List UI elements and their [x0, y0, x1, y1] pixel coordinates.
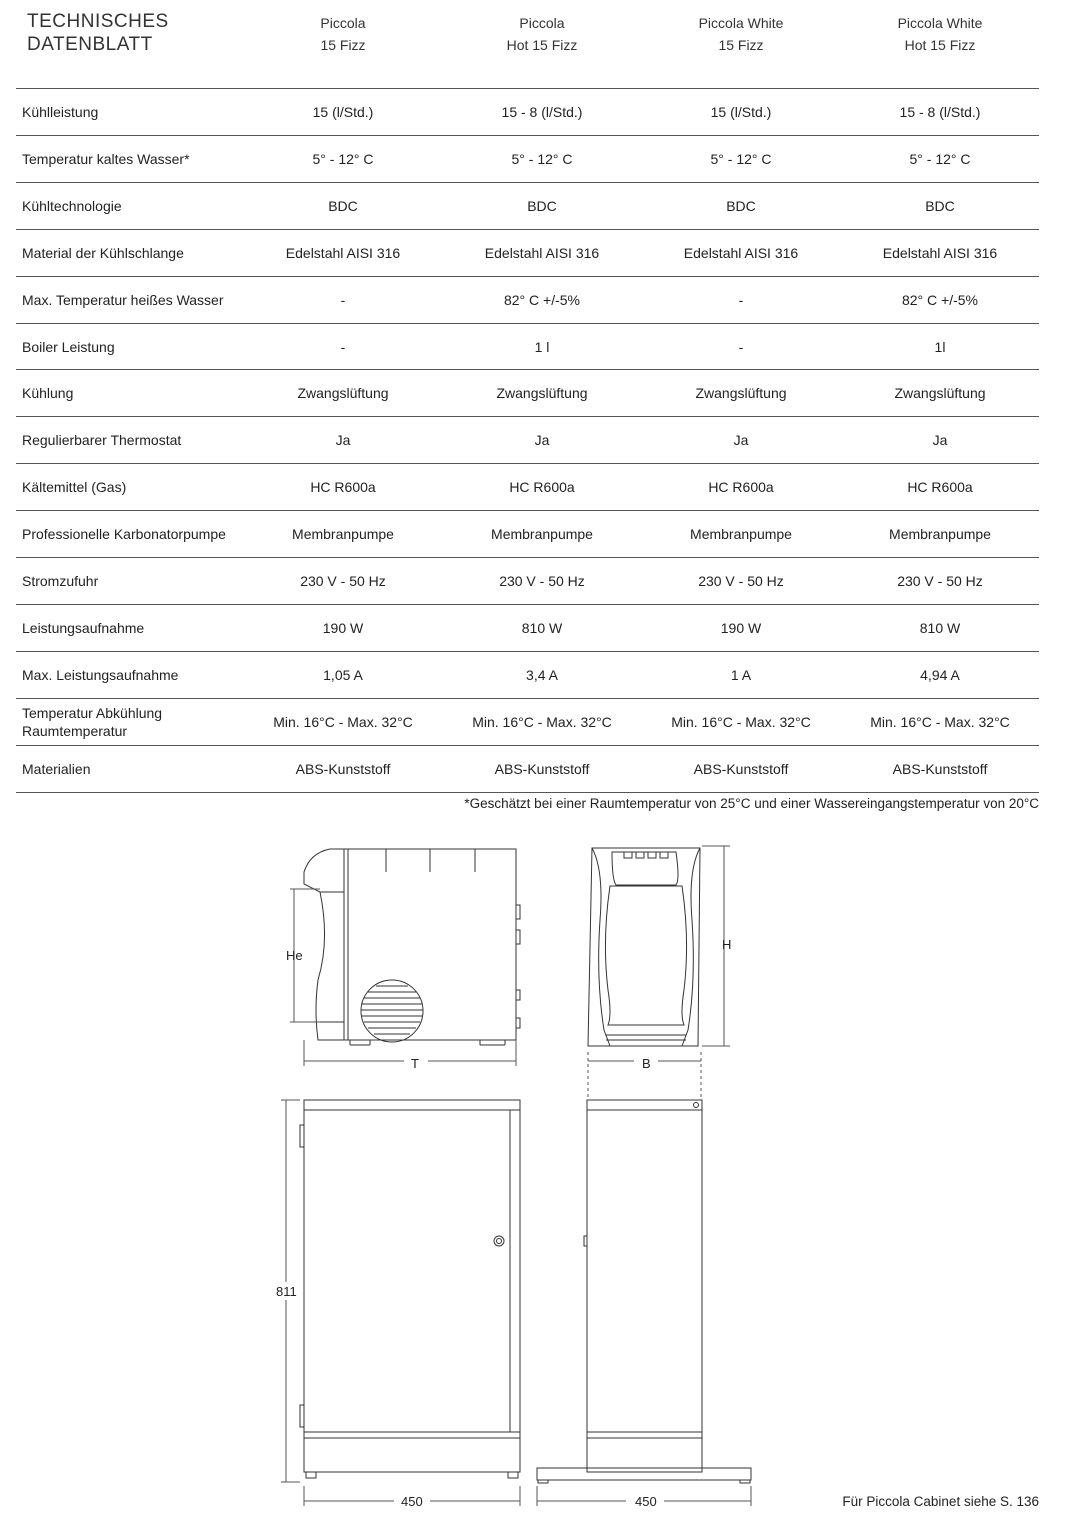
cabinet-reference-note: Für Piccola Cabinet siehe S. 136	[842, 1494, 1039, 1509]
cabinet-height-label: 811	[276, 1284, 297, 1299]
row-value-col-3: -	[738, 338, 744, 355]
row-value-col-3: Membranpumpe	[690, 526, 792, 543]
row-value-col-2: 15 - 8 (l/Std.)	[501, 104, 583, 120]
row-value-col-3: 5° - 12° C	[710, 150, 772, 167]
row-value-col-1: 1,05 A	[323, 666, 363, 683]
column-header-1-line-1: Piccola	[320, 15, 366, 31]
t-label: T	[411, 1056, 419, 1071]
row-value-col-1: 15 (l/Std.)	[312, 104, 374, 120]
row-value-col-3: HC R600a	[708, 479, 774, 496]
row-label: Regulierbarer Thermostat	[22, 432, 182, 449]
row-label: Leistungsaufnahme	[22, 619, 145, 636]
row-value-col-3: Edelstahl AISI 316	[683, 244, 799, 261]
cabinet-side-view	[300, 1100, 520, 1478]
row-value-col-1: -	[340, 291, 346, 308]
row-value-col-2: 3,4 A	[526, 666, 558, 683]
row-value-col-3: BDC	[726, 197, 756, 214]
row-value-col-4: 810 W	[919, 619, 961, 636]
row-value-col-3: Ja	[733, 432, 749, 449]
row-value-col-2: 810 W	[521, 619, 563, 636]
row-value-col-2: 1 l	[534, 338, 550, 355]
column-header-2-line-1: Piccola	[519, 15, 565, 31]
he-label: He	[286, 948, 303, 963]
column-header-2-line-2: Hot 15 Fizz	[506, 37, 578, 53]
column-header-1-line-2: 15 Fizz	[320, 37, 366, 53]
row-value-col-2: Membranpumpe	[491, 526, 593, 543]
row-value-col-1: BDC	[328, 197, 358, 214]
row-label: Kältemittel (Gas)	[22, 479, 127, 496]
row-label: Stromzufuhr	[22, 573, 99, 589]
row-value-col-4: Min. 16°C - Max. 32°C	[870, 713, 1010, 730]
row-value-col-2: HC R600a	[509, 479, 575, 496]
row-value-col-4: 1l	[934, 338, 946, 355]
column-header-3-line-1: Piccola White	[698, 15, 784, 31]
row-value-col-4: 5° - 12° C	[909, 150, 971, 167]
cabinet-front-view	[537, 1100, 751, 1483]
row-value-col-2: Ja	[534, 432, 550, 449]
row-value-col-2: BDC	[527, 197, 557, 214]
row-value-col-1: 5° - 12° C	[312, 150, 374, 167]
row-value-col-3: 190 W	[720, 619, 762, 636]
column-header-3-line-2: 15 Fizz	[718, 37, 764, 53]
row-value-col-2: 5° - 12° C	[511, 150, 573, 167]
row-label: Materialien	[22, 760, 91, 777]
row-label: Professionelle Karbonatorpumpe	[22, 526, 226, 543]
row-value-col-3: Zwangslüftung	[695, 385, 787, 402]
fan-grille	[361, 980, 423, 1042]
row-value-col-1: Membranpumpe	[292, 526, 394, 543]
row-value-col-1: Zwangslüftung	[297, 385, 389, 402]
row-label: Max. Leistungsaufnahme	[22, 666, 179, 683]
row-label: Max. Temperatur heißes Wasser	[22, 291, 224, 308]
row-value-col-4: Edelstahl AISI 316	[882, 244, 998, 261]
row-value-col-4: Ja	[932, 432, 948, 449]
row-value-col-2: 82° C +/-5%	[503, 291, 581, 308]
row-value-col-3: 15 (l/Std.)	[710, 104, 772, 120]
row-value-col-1: 190 W	[322, 619, 364, 636]
row-value-col-3: Min. 16°C - Max. 32°C	[671, 713, 811, 730]
row-value-col-4: ABS-Kunststoff	[892, 760, 988, 777]
row-value-col-1: Ja	[335, 432, 351, 449]
dispenser-front-view	[588, 848, 700, 1046]
row-value-col-1: ABS-Kunststoff	[295, 760, 391, 777]
row-value-col-4: BDC	[925, 197, 955, 214]
row-value-col-4: Zwangslüftung	[894, 385, 986, 402]
row-value-col-4: 230 V - 50 Hz	[897, 573, 983, 589]
column-header-4-line-1: Piccola White	[897, 15, 983, 31]
row-value-col-2: 230 V - 50 Hz	[499, 573, 585, 589]
row-value-col-1: HC R600a	[310, 479, 376, 496]
row-value-col-1: -	[340, 338, 346, 355]
row-value-col-4: 82° C +/-5%	[901, 291, 979, 308]
title-line-2: DATENBLATT	[27, 34, 153, 55]
row-value-col-2: Edelstahl AISI 316	[484, 244, 600, 261]
row-value-col-1: Min. 16°C - Max. 32°C	[273, 713, 413, 730]
row-value-col-4: 15 - 8 (l/Std.)	[899, 104, 981, 120]
row-value-col-3: -	[738, 291, 744, 308]
h-label: H	[722, 937, 732, 952]
row-value-col-2: Min. 16°C - Max. 32°C	[472, 713, 612, 730]
row-label: Kühlleistung	[22, 104, 99, 120]
row-value-col-3: 230 V - 50 Hz	[698, 573, 784, 589]
row-value-col-3: 1 A	[730, 666, 752, 683]
footnote: *Geschätzt bei einer Raumtemperatur von 25°C und einer Wassereingangstemperatur von 20°C	[464, 796, 1039, 811]
row-value-col-1: 230 V - 50 Hz	[300, 573, 386, 589]
row-label: Kühlung	[22, 385, 74, 402]
row-value-col-2: ABS-Kunststoff	[494, 760, 590, 777]
t-dimension-line	[304, 1040, 516, 1066]
row-value-col-4: HC R600a	[907, 479, 973, 496]
cabinet-depth-label: 450	[401, 1494, 423, 1509]
title-line-1: TECHNISCHES	[27, 11, 169, 32]
row-label: Temperatur Abkühlung Raumtemperatur	[22, 704, 163, 739]
row-value-col-4: 4,94 A	[920, 666, 960, 683]
row-label: Boiler Leistung	[22, 338, 115, 355]
b-label: B	[642, 1056, 651, 1071]
column-header-4-line-2: Hot 15 Fizz	[904, 37, 976, 53]
row-label: Material der Kühlschlange	[22, 244, 184, 261]
row-value-col-1: Edelstahl AISI 316	[285, 244, 401, 261]
cabinet-width-label: 450	[635, 1494, 657, 1509]
row-label: Temperatur kaltes Wasser*	[22, 150, 190, 167]
row-label: Kühltechnologie	[22, 197, 122, 214]
row-value-col-3: ABS-Kunststoff	[693, 760, 789, 777]
row-value-col-4: Membranpumpe	[889, 526, 991, 543]
row-value-col-2: Zwangslüftung	[496, 385, 588, 402]
